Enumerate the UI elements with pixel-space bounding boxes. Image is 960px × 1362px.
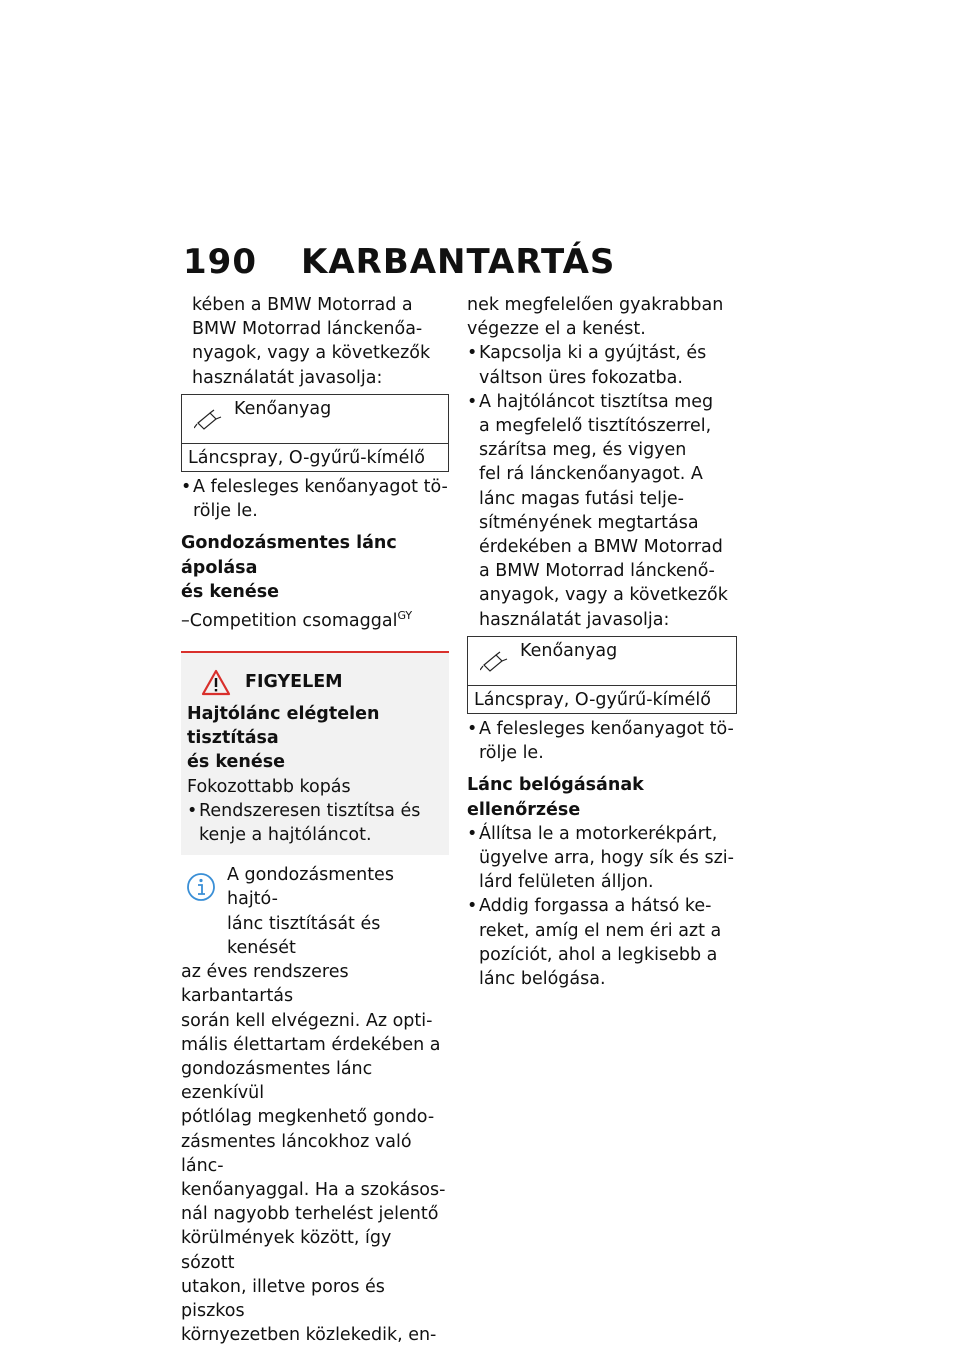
bullet: • bbox=[187, 800, 198, 821]
text-line: váltson üres fokozatba. bbox=[479, 367, 683, 388]
lubricant-can-icon bbox=[480, 651, 510, 673]
section-heading: Lánc belógásának ellenőrzése bbox=[467, 775, 644, 820]
text-line: körülmények között, így sózott bbox=[181, 1228, 392, 1273]
warning-consequence: Fokozottabb kopás bbox=[187, 776, 351, 797]
text-line: környezetben közlekedik, en- bbox=[181, 1325, 437, 1346]
lubricant-value: Láncspray, O-gyűrű-kímélő bbox=[188, 447, 425, 468]
text-line: pótlólag megkenhető gondo- bbox=[181, 1107, 435, 1128]
bullet: • bbox=[467, 391, 478, 412]
list-item bbox=[467, 341, 737, 389]
text-line: A hajtóláncot tisztítsa meg bbox=[479, 391, 714, 412]
text-line: lánc magas futási telje- bbox=[479, 488, 684, 509]
text-line: mális élettartam érdekében a bbox=[181, 1034, 441, 1055]
bullet: • bbox=[467, 719, 478, 740]
lubricant-table bbox=[181, 394, 449, 472]
text-line: Rendszeresen tisztítsa és bbox=[199, 800, 421, 821]
text-line: nek megfelelően gyakrabban bbox=[467, 295, 724, 315]
text-line: rölje le. bbox=[193, 501, 258, 522]
text-line: Addig forgassa a hátsó ke- bbox=[479, 896, 712, 917]
warning-title: FIGYELEM bbox=[245, 672, 343, 693]
text-line: gondozásmentes lánc ezenkívül bbox=[181, 1058, 373, 1104]
competition-text: –Competition csomaggal bbox=[181, 610, 398, 631]
text-line: sítményének megtartása bbox=[479, 512, 699, 533]
list-item bbox=[467, 717, 737, 765]
text-line: nál nagyobb terhelést jelentő bbox=[181, 1204, 439, 1225]
lubricant-table-header bbox=[468, 637, 736, 686]
page-number: 190 bbox=[183, 242, 257, 282]
text-line: rölje le. bbox=[479, 743, 544, 764]
continued-paragraph bbox=[467, 293, 737, 341]
text-line: A gondozásmentes hajtó- bbox=[227, 865, 394, 910]
lubricant-can-icon bbox=[194, 409, 224, 431]
text-line: A felesleges kenőanyagot tö- bbox=[479, 719, 734, 740]
text-line: a megfelelő tisztítószerrel, bbox=[479, 416, 712, 437]
lubricant-table-header bbox=[182, 395, 448, 444]
text-line: pozíciót, ahol a legkisebb a bbox=[479, 944, 718, 965]
bullet: • bbox=[467, 896, 478, 917]
text-line: használatát javasolja: bbox=[479, 609, 670, 630]
competition-sup: GY bbox=[397, 609, 413, 623]
warning-triangle-icon bbox=[201, 669, 231, 696]
text-line: kenőanyaggal. Ha a szokásos- bbox=[181, 1179, 446, 1200]
text-line: zásmentes láncokhoz való lánc- bbox=[181, 1131, 412, 1176]
text-line: nyagok, vagy a következők bbox=[192, 343, 431, 364]
heading-line: és kenése bbox=[181, 581, 280, 602]
text-line: fel rá lánckenőanyagot. A bbox=[479, 464, 703, 485]
right-column bbox=[467, 293, 737, 991]
text-line: lárd felületen álljon. bbox=[479, 872, 654, 893]
info-paragraph bbox=[181, 863, 449, 1347]
lubricant-label: Kenőanyag bbox=[234, 398, 332, 419]
text-line: érdekében a BMW Motorrad bbox=[479, 537, 723, 558]
list-item bbox=[467, 894, 737, 991]
info-icon bbox=[185, 871, 217, 903]
text-line: reket, amíg el nem éri azt a bbox=[479, 920, 722, 941]
competition-note bbox=[181, 604, 449, 633]
lubricant-table bbox=[467, 636, 737, 714]
warning-box bbox=[181, 651, 449, 855]
left-column bbox=[181, 293, 449, 1347]
heading-line: Hajtólánc elégtelen tisztítása bbox=[187, 704, 380, 749]
text-line: A felesleges kenőanyagot tö- bbox=[193, 477, 448, 498]
text-line: során kell elvégezni. Az opti- bbox=[181, 1010, 433, 1031]
text-line: használatát javasolja: bbox=[192, 367, 383, 388]
bullet: • bbox=[467, 343, 478, 364]
text-line: lánc tisztítását és kenését bbox=[227, 913, 381, 958]
text-line: anyagok, vagy a következők bbox=[479, 585, 728, 606]
list-item bbox=[187, 799, 443, 847]
page-header bbox=[183, 242, 615, 282]
list-item bbox=[467, 822, 737, 895]
warning-heading bbox=[187, 702, 443, 775]
text-line: a BMW Motorrad lánckenő- bbox=[479, 561, 715, 582]
text-line: BMW Motorrad lánckenőa- bbox=[192, 319, 423, 340]
text-line: végezze el a kenést. bbox=[467, 319, 646, 340]
heading-line: Gondozásmentes lánc ápolása bbox=[181, 533, 397, 578]
text-line: ügyelve arra, hogy sík és szi- bbox=[479, 848, 734, 869]
bullet: • bbox=[181, 477, 192, 498]
bullet: • bbox=[467, 823, 478, 844]
list-item bbox=[467, 390, 737, 632]
text-line: Állítsa le a motorkerékpárt, bbox=[479, 823, 718, 844]
chapter-title: KARBANTARTÁS bbox=[300, 242, 616, 282]
text-line: kenje a hajtóláncot. bbox=[199, 825, 372, 846]
lubricant-label: Kenőanyag bbox=[520, 640, 618, 661]
list-item bbox=[181, 475, 449, 523]
lubricant-value: Láncspray, O-gyűrű-kímélő bbox=[474, 689, 711, 710]
text-line: az éves rendszeres karbantartás bbox=[181, 962, 349, 1007]
heading-line: és kenése bbox=[187, 752, 286, 773]
text-line: szárítsa meg, és vigyen bbox=[479, 440, 687, 461]
intro-paragraph bbox=[181, 293, 449, 390]
text-line: Kapcsolja ki a gyújtást, és bbox=[479, 343, 707, 364]
text-line: utakon, illetve poros és piszkos bbox=[181, 1276, 385, 1321]
text-line: kében a BMW Motorrad a bbox=[192, 295, 413, 315]
section-heading bbox=[181, 531, 449, 604]
text-line: lánc belógása. bbox=[479, 969, 606, 990]
